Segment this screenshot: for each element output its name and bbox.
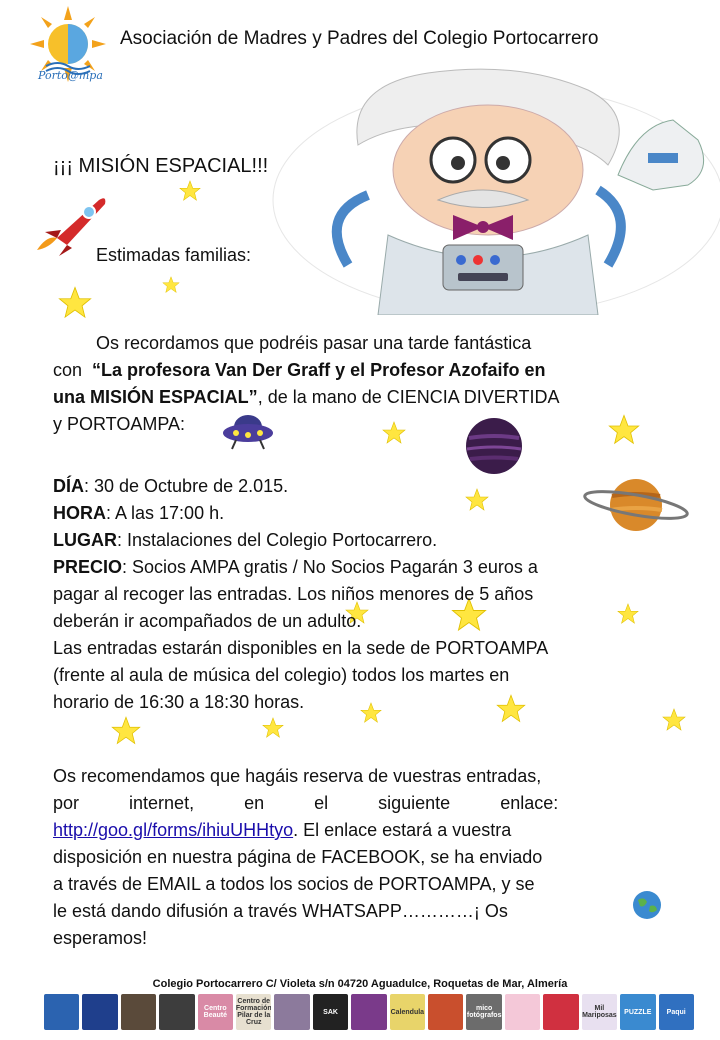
sponsor-logo xyxy=(505,994,540,1030)
sponsor-logo: SAK xyxy=(313,994,348,1030)
star-icon xyxy=(662,708,686,732)
mission-title: ¡¡¡ MISIÓN ESPACIAL!!! xyxy=(53,155,269,177)
intro-line-2 xyxy=(53,357,637,384)
reservation-line-3 xyxy=(53,817,637,844)
sponsor-logo: Calendula xyxy=(390,994,425,1030)
intro-line-2-prefix: con xyxy=(53,360,93,380)
reservation-line-1: Os recomendamos que hagáis reserva de vuestras entradas, xyxy=(53,766,542,786)
tickets-line-3: horario de 16:30 a 18:30 horas. xyxy=(53,692,305,712)
intro-line-3-rest: , de la mano de CIENCIA DIVERTIDA xyxy=(257,387,560,407)
precio-line-2: pagar al recoger las entradas. Los niños menores de 5 años xyxy=(53,584,534,604)
sponsor-logo xyxy=(274,994,309,1030)
logo-text: Porto@mpa xyxy=(38,69,103,82)
sponsor-logo xyxy=(121,994,156,1030)
sponsor-logo: Mil Mariposas xyxy=(582,994,617,1030)
precio-value: : Socios AMPA gratis / No Socios Pagarán 3 euros a xyxy=(122,557,538,577)
reservation-line-7: esperamos! xyxy=(53,928,148,948)
sponsor-logo: Centro de Formación Pilar de la Cruz xyxy=(236,994,271,1030)
sponsor-logo: PUZZLE xyxy=(620,994,655,1030)
precio-line-3: deberán ir acompañados de un adulto. xyxy=(53,611,362,631)
show-title-part-2: una MISIÓN ESPACIAL” xyxy=(53,387,258,407)
lugar-value: : Instalaciones del Colegio Portocarrero. xyxy=(117,530,438,550)
star-icon xyxy=(179,180,201,202)
association-title: Asociación de Madres y Padres del Colegio Portocarrero xyxy=(120,28,599,49)
dia-label: DÍA xyxy=(53,476,84,496)
sponsor-logo xyxy=(82,994,117,1030)
sponsor-logo xyxy=(351,994,386,1030)
sponsor-logo xyxy=(159,994,194,1030)
precio-label: PRECIO xyxy=(53,557,123,577)
lugar-label: LUGAR xyxy=(53,530,117,550)
sponsor-logo: Centro Beauté xyxy=(198,994,233,1030)
sponsor-logo xyxy=(543,994,578,1030)
scientist-astronaut-illustration xyxy=(258,65,720,315)
reservation-line-6: le está dando difusión a través WHATSAPP…………¡ Os xyxy=(53,901,508,921)
detail-dia xyxy=(53,473,637,500)
intro-line-4: y PORTOAMPA: xyxy=(53,414,186,434)
footer-address: Colegio Portocarrero C/ Violeta s/n 04720 Aguadulce, Roquetas de Mar, Almería xyxy=(152,978,568,990)
reservation-line-5: a través de EMAIL a todos los socios de PORTOAMPA, y se xyxy=(53,874,535,894)
intro-line-3 xyxy=(53,384,637,411)
reservation-line-4: disposición en nuestra página de FACEBOOK, se ha enviado xyxy=(53,847,543,867)
sponsor-logo: Paqui xyxy=(659,994,694,1030)
intro-line-1: Os recordamos que podréis pasar una tarde fantástica xyxy=(96,333,532,353)
star-icon xyxy=(111,716,141,746)
event-details xyxy=(53,473,637,716)
detail-precio xyxy=(53,554,637,581)
star-icon xyxy=(262,717,284,739)
intro-paragraph xyxy=(53,330,637,438)
show-title-part-1: “La profesora Van Der Graff y el Profesor Azofaifo en xyxy=(92,360,546,380)
sponsor-logo xyxy=(44,994,79,1030)
tickets-line-2: (frente al aula de música del colegio) todos los martes en xyxy=(53,665,510,685)
tickets-line-1: Las entradas estarán disponibles en la sede de PORTOAMPA xyxy=(53,638,549,658)
hora-label: HORA xyxy=(53,503,106,523)
reservation-line-2: por internet, en el siguiente enlace: xyxy=(53,793,559,813)
star-icon xyxy=(58,286,92,320)
greeting: Estimadas familias: xyxy=(96,245,252,265)
detail-lugar xyxy=(53,527,637,554)
sponsor-logo: mico fotógrafos xyxy=(466,994,501,1030)
sponsor-logos xyxy=(44,994,694,1032)
detail-hora xyxy=(53,500,637,527)
dia-value: : 30 de Octubre de 2.015. xyxy=(84,476,289,496)
star-icon xyxy=(162,276,180,294)
sponsor-logo xyxy=(428,994,463,1030)
reservation-form-link[interactable]: http://goo.gl/forms/ihiuUHHtyo xyxy=(53,820,294,840)
reservation-paragraph xyxy=(53,763,637,952)
hora-value: : A las 17:00 h. xyxy=(106,503,225,523)
reservation-line-3-rest: . El enlace estará a vuestra xyxy=(293,820,512,840)
